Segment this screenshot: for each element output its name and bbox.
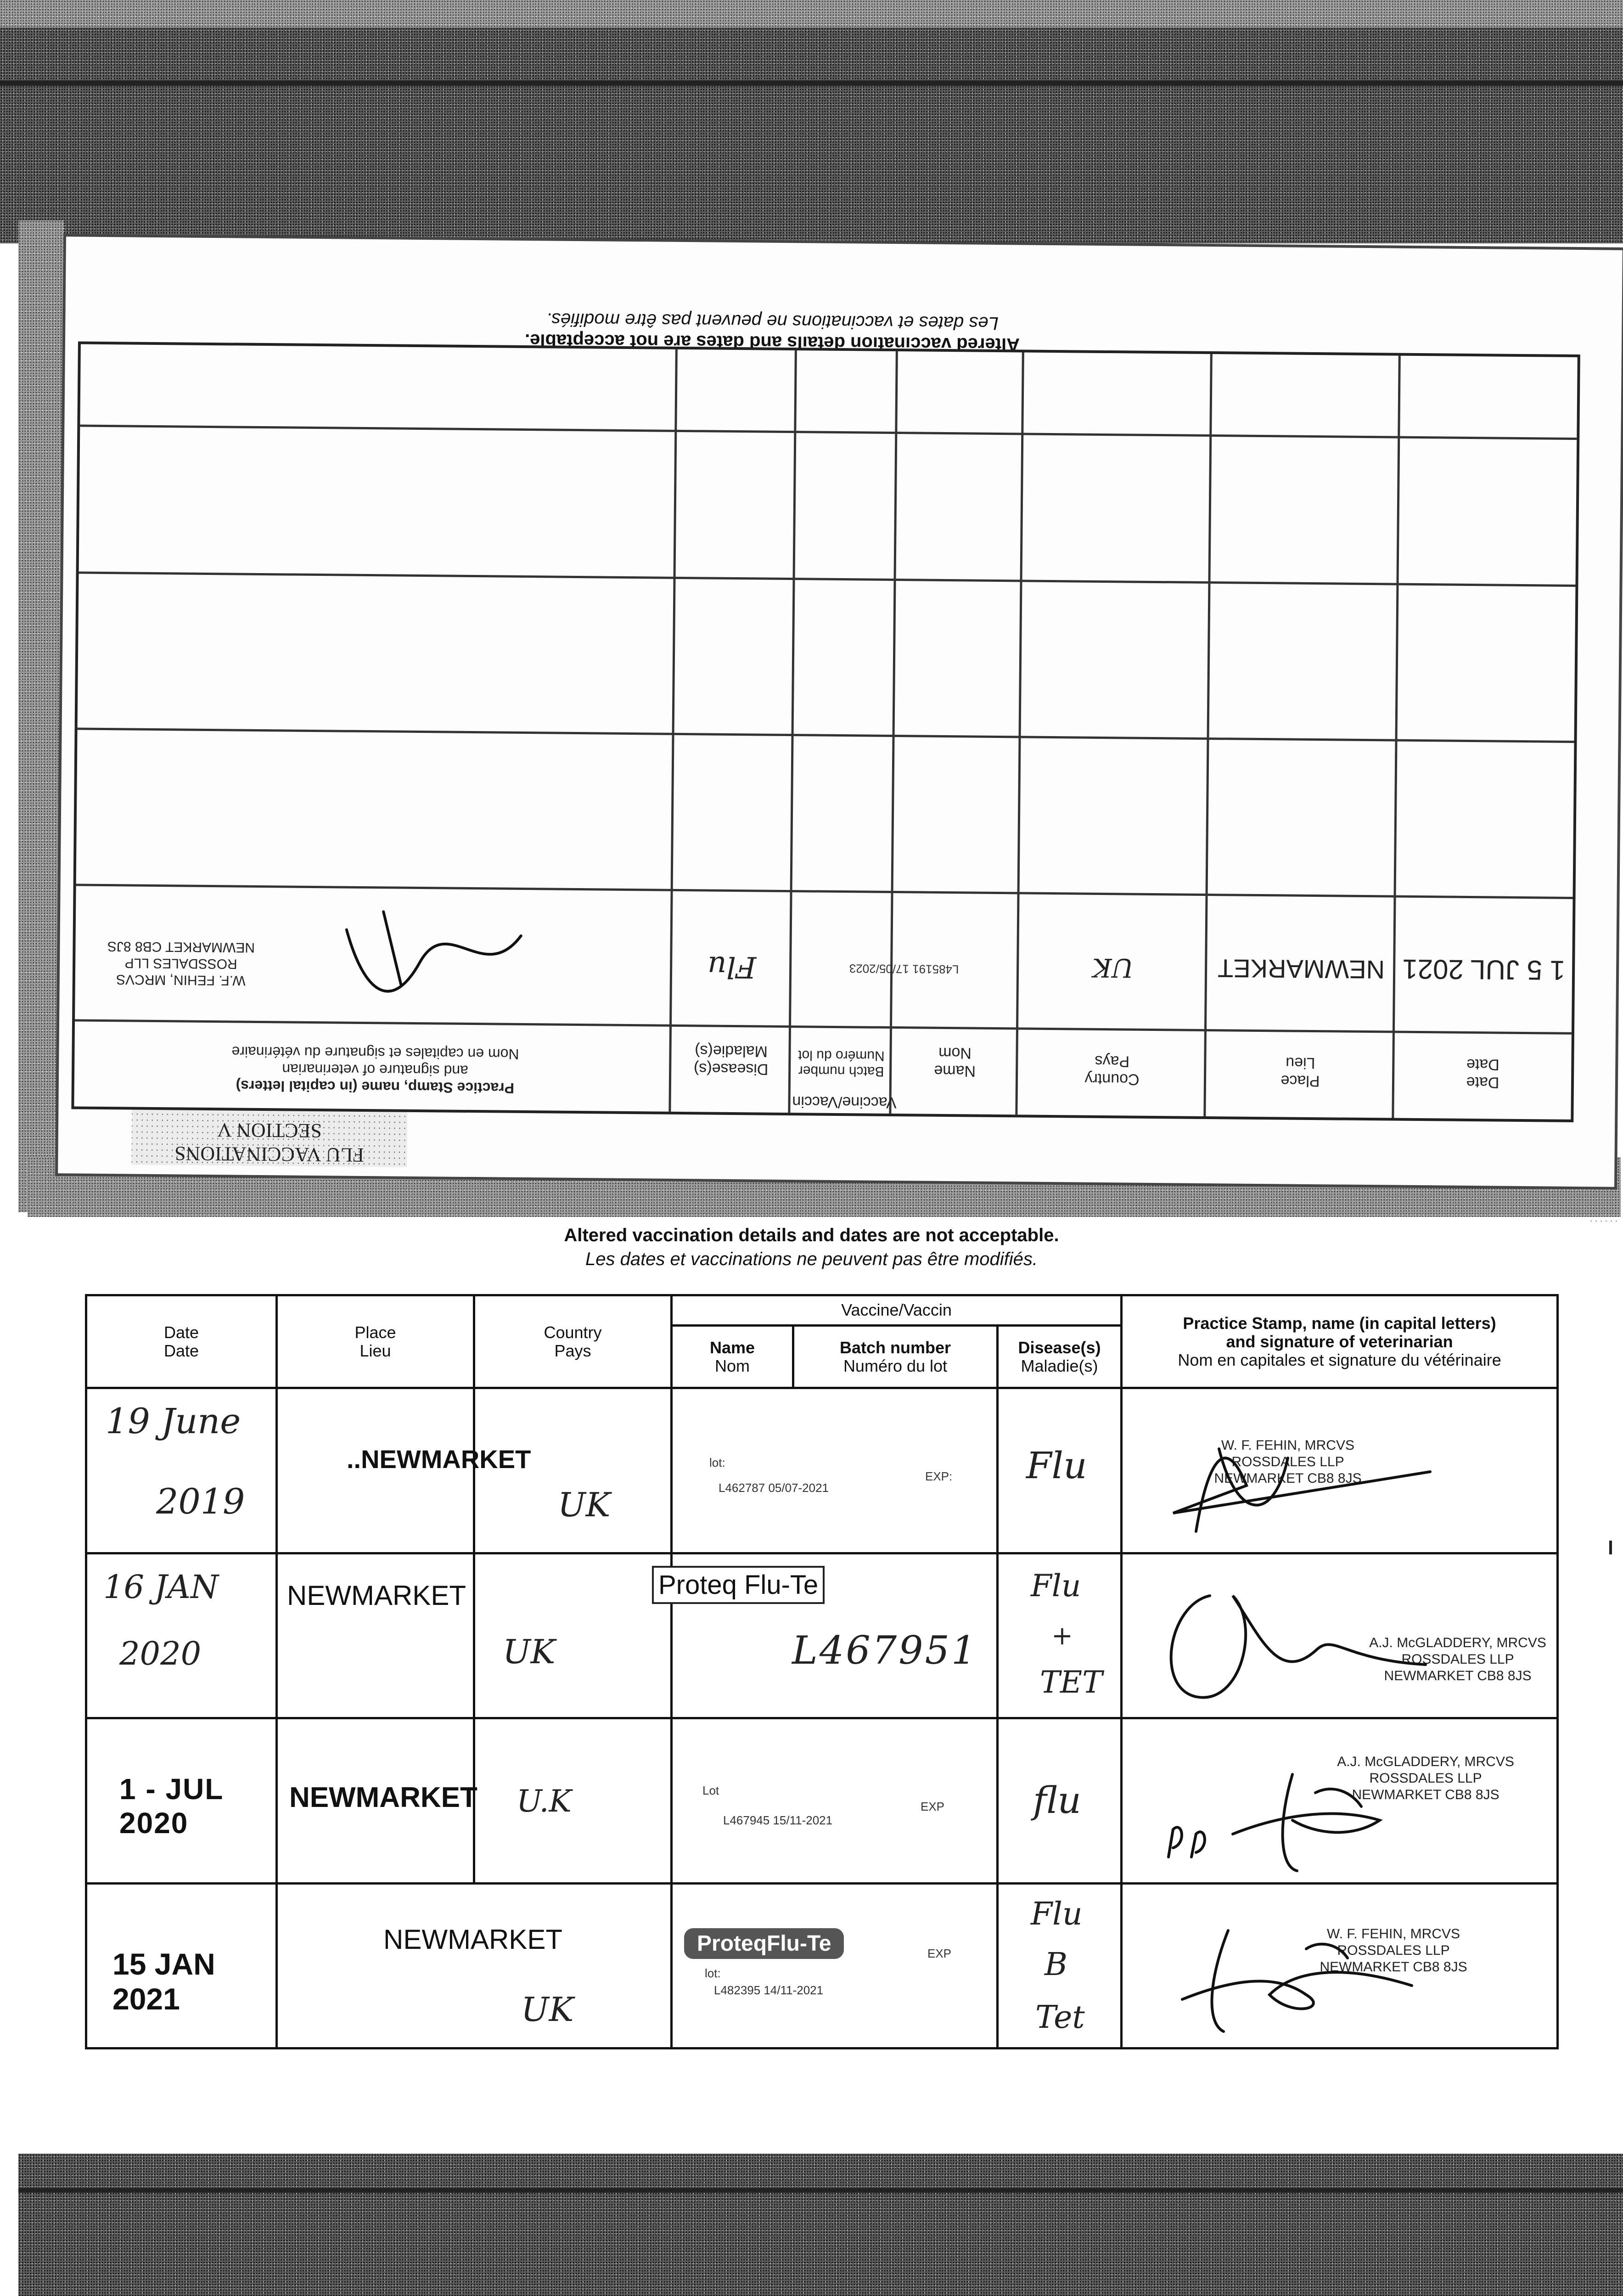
row4-disease: Flu B Tet <box>998 1883 1122 2048</box>
margin-mark <box>1609 1541 1612 1554</box>
row1-stamp-text: W. F. FEHIN, MRCVS ROSSDALES LLP NEWMARKET CB8 8JS <box>1214 1438 1362 1486</box>
upper-header-stamp: Practice Stamp, name (in capital letters) and signature of veterinarian Nom en capitales et signature du vétérinaire <box>231 1043 519 1097</box>
header-name: Name Nom <box>672 1325 793 1388</box>
scan-left-edge <box>18 220 64 1212</box>
row3-vaccine: Lot L467945 15/11-2021 EXP <box>672 1718 998 1883</box>
row1-signature <box>1136 1430 1458 1541</box>
upper-notice-fr: Les dates et vaccinations ne peuvent pas être modifiés. <box>546 309 999 333</box>
row3-stamp <box>1122 1718 1558 1883</box>
row3-stamp-text: A.J. McGLADDERY, MRCVS ROSSDALES LLP NEWMARKET CB8 8JS <box>1337 1754 1514 1803</box>
row2-country: UK <box>474 1553 672 1718</box>
header-place: Place Lieu <box>277 1295 474 1388</box>
row3-signature <box>1141 1765 1439 1875</box>
section-title-line2: SECTION V <box>217 1119 322 1142</box>
row3-place: NEWMARKET <box>277 1718 474 1883</box>
table-row <box>86 1718 1558 1883</box>
upper-row-stamp: W.F. FEHIN, MRCVS ROSSDALES LLP NEWMARKET CB8 8JS <box>107 939 255 988</box>
section-title-line1: FLU VACCINATIONS <box>174 1142 365 1166</box>
row4-vaccine-name-sticker: ProteqFlu-Te <box>684 1928 844 1959</box>
table-row <box>86 1883 1558 2048</box>
upper-row-place: NEWMARKET <box>1217 954 1385 985</box>
notice-en: Altered vaccination details and dates are not acceptable. <box>564 1225 1059 1245</box>
scan-top-rule <box>0 80 1623 86</box>
upper-header-batch: Batch number Numéro du lot <box>798 1047 885 1079</box>
row2-disease: Flu + TET <box>998 1553 1122 1718</box>
upper-table <box>71 341 1580 1122</box>
row1-date: 19 June 2019 <box>86 1388 277 1553</box>
header-vaccine: Vaccine/Vaccin <box>672 1295 1122 1326</box>
row4-place-country: NEWMARKET UK <box>277 1883 672 2048</box>
scan-bottom-band <box>18 2154 1623 2296</box>
row1-vaccine: lot: L462787 05/07-2021 EXP: <box>672 1388 998 1553</box>
table-row <box>86 1553 1558 1718</box>
upper-header-place: Place Lieu <box>1280 1054 1320 1090</box>
row1-disease: Flu <box>998 1388 1122 1553</box>
row2-date: 16 JAN 2020 <box>86 1553 277 1718</box>
row3-country: U.K <box>474 1718 672 1883</box>
upper-row-disease: Flu <box>707 949 757 984</box>
upper-row-date: 1 5 JUL 2021 <box>1402 953 1566 986</box>
row2-stamp-text: A.J. McGLADDERY, MRCVS ROSSDALES LLP NEWMARKET CB8 8JS <box>1369 1635 1546 1683</box>
upper-row-country: UK <box>1092 952 1134 983</box>
vaccination-table <box>85 1294 1559 2049</box>
table-row <box>86 1388 1558 1553</box>
upper-row-signature <box>309 902 539 1005</box>
upper-header-country: Country Pays <box>1084 1052 1140 1088</box>
row4-date: 15 JAN 2021 <box>86 1883 277 2048</box>
upper-page-upside-down <box>58 236 1623 1187</box>
row1-stamp <box>1122 1388 1558 1553</box>
header-batch: Batch number Numéro du lot <box>793 1325 998 1388</box>
row2-vaccine-name-label: Proteq Flu-Te <box>652 1566 825 1604</box>
row3-disease: flu <box>998 1718 1122 1883</box>
row1-country: UK <box>474 1388 672 1553</box>
header-disease: Disease(s) Maladie(s) <box>998 1325 1122 1388</box>
row4-vaccine: ProteqFlu-Te lot: L482395 14/11-2021 EXP <box>672 1883 998 2048</box>
row2-place: NEWMARKET <box>277 1553 474 1718</box>
row2-signature <box>1141 1568 1439 1706</box>
row2-stamp <box>1122 1553 1558 1718</box>
row2-vaccine: Proteq Flu-Te L467951 <box>672 1553 998 1718</box>
upper-header-name: Name Nom <box>934 1044 976 1080</box>
upper-header-disease: Disease(s) Maladie(s) <box>693 1042 769 1078</box>
notice-fr: Les dates et vaccinations ne peuvent pas être modifiés. <box>585 1249 1038 1269</box>
scan-bottom-rule <box>18 2188 1623 2193</box>
header-date: Date Date <box>86 1295 277 1388</box>
header-country: Country Pays <box>474 1295 672 1388</box>
row1-place: ..NEWMARKET <box>277 1388 474 1553</box>
upper-header-date: Date Date <box>1466 1055 1499 1092</box>
header-stamp: Practice Stamp, name (in capital letters) and signature of veterinarian Nom en capitales et signature du vétérinaire <box>1122 1295 1558 1388</box>
section-title-box <box>131 1110 407 1167</box>
upper-header-vaccine: Vaccine/Vaccin <box>792 1093 897 1112</box>
row4-stamp-text: W. F. FEHIN, MRCVS ROSSDALES LLP NEWMARKET CB8 8JS <box>1320 1926 1467 1975</box>
upper-notice-en: Altered vaccination details and dates are not acceptable. <box>524 330 1020 355</box>
row3-date: 1 - JUL 2020 <box>86 1718 277 1883</box>
upper-row-lot: L485191 17/05/2023 <box>849 962 959 977</box>
row4-signature <box>1155 1921 1439 2041</box>
scan-top-band <box>0 28 1623 243</box>
row4-stamp <box>1122 1883 1558 2048</box>
